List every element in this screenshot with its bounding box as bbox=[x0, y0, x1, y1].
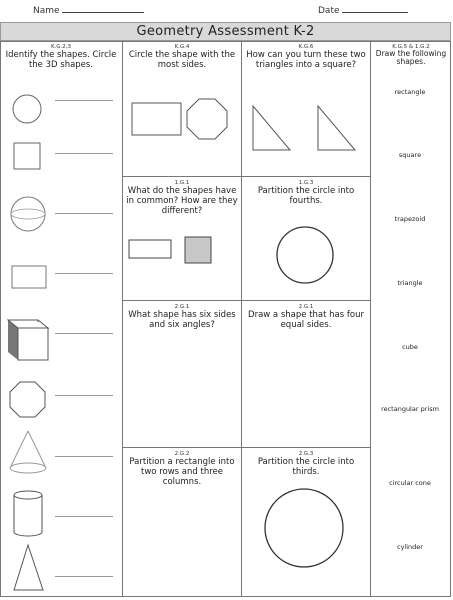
octagon-shape bbox=[187, 99, 227, 139]
standard-code: 2.G.1 bbox=[174, 304, 190, 310]
circle-thirds bbox=[265, 489, 343, 567]
question-text: Partition a rectangle into two rows and three columns. bbox=[129, 457, 235, 487]
standard-code: 2.G.3 bbox=[298, 451, 314, 457]
shape-label-rectangle: rectangle bbox=[394, 88, 426, 96]
standard-code: K.G.2,3 bbox=[50, 44, 72, 50]
shape-label-trapezoid: trapezoid bbox=[394, 215, 426, 223]
shape-label-square: square bbox=[398, 151, 422, 159]
circle-fourths bbox=[277, 227, 333, 283]
empty-rectangle bbox=[129, 240, 171, 258]
question-text: What shape has six sides and six angles? bbox=[128, 310, 236, 330]
standard-code: K.G.5 & 1.G.2 bbox=[392, 44, 430, 50]
filled-square bbox=[185, 237, 211, 263]
standard-code: 2.G.2 bbox=[174, 451, 190, 457]
standard-code: 2.G.1 bbox=[298, 304, 314, 310]
rectangle-shape bbox=[132, 103, 181, 135]
right-triangle-right bbox=[318, 106, 355, 150]
name-label: Name bbox=[33, 6, 60, 16]
question-text: Circle the shape with the most sides. bbox=[128, 50, 236, 70]
shape-label-triangle: triangle bbox=[397, 279, 423, 287]
shape-label-cylinder: cylinder bbox=[397, 543, 423, 551]
standard-code: 1.G.3 bbox=[298, 180, 314, 186]
standard-code: K.G.4 bbox=[174, 44, 190, 50]
question-text: Partition the circle into thirds. bbox=[257, 457, 355, 477]
question-text: How can you turn these two triangles into a square? bbox=[246, 50, 366, 70]
shape-label-circular-cone: circular cone bbox=[389, 479, 431, 487]
question-text: Draw the following shapes. bbox=[375, 49, 447, 66]
date-label: Date bbox=[318, 6, 340, 16]
question-text: Draw a shape that has four equal sides. bbox=[248, 310, 364, 330]
standard-code: 1.G.1 bbox=[174, 180, 190, 186]
right-triangle-left bbox=[253, 106, 290, 150]
shape-label-rectangular-prism: rectangular prism bbox=[381, 405, 439, 413]
question-text: Partition the circle into fourths. bbox=[257, 186, 355, 206]
question-text: Identify the shapes. Circle the 3D shapes. bbox=[5, 50, 117, 70]
cell-draw-shapes bbox=[372, 44, 450, 66]
standard-code: K.G.6 bbox=[298, 44, 314, 50]
page-title: Geometry Assessment K-2 bbox=[0, 22, 451, 41]
shape-label-cube: cube bbox=[402, 343, 418, 351]
question-text: What do the shapes have in common? How are they different? bbox=[126, 186, 238, 216]
